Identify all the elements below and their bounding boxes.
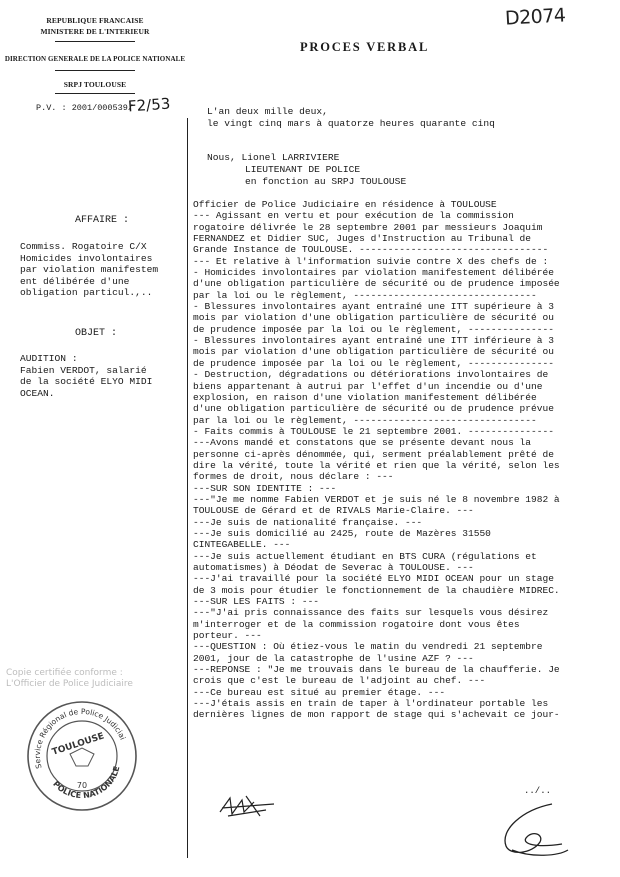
header-divider	[55, 70, 135, 71]
seal-bottom-text: POLICE NATIONALE	[51, 765, 122, 801]
statement-line: de 3 mois pour étudier le fonctionnement de la chaudière MIDREC.	[193, 584, 560, 596]
statement-line: ---J'ai travaillé pour la société ELYO MIDI OCEAN pour un stage	[193, 573, 554, 585]
statement-line: ---Avons mandé et constatons que se présente devant nous la	[193, 437, 532, 449]
unit-label: SRPJ TOULOUSE	[63, 80, 127, 89]
statement-line: personne ci-après dénommée, qui, serment préalablement prêté de	[193, 448, 554, 460]
objet-line: Fabien VERDOT, salarié	[20, 364, 147, 376]
statement-line: - Faits commis à TOULOUSE le 21 septembre 2001. ---------------	[193, 425, 554, 437]
statement-line: biens appartenant à autrui par l'effet d'un incendie ou d'une	[193, 380, 543, 392]
pv-handwritten-number: F2/53	[127, 94, 171, 116]
statement-line: TOULOUSE de Gérard et de RIVALS Marie-Claire. ---	[193, 505, 474, 517]
affaire-line: obligation particul.,..	[20, 287, 153, 298]
objet-line: de la société ELYO MIDI	[20, 376, 153, 387]
column-divider	[187, 118, 188, 858]
statement-line: Officier de Police Judiciaire en résidence à TOULOUSE	[193, 199, 497, 210]
statement-line: ---"Je me nomme Fabien VERDOT et je suis né le 8 novembre 1982 à	[193, 493, 560, 505]
statement-line: crois que c'est le bureau de l'adjoint au chef. ---	[193, 675, 486, 687]
statement-line: - Destruction, dégradations ou détériorations involontaires de	[193, 369, 549, 381]
affaire-text	[20, 241, 182, 299]
police-seal-stamp	[22, 696, 142, 816]
page-title: PROCES VERBAL	[300, 40, 430, 54]
certification-line: L'Officier de Police Judiciaire	[6, 679, 133, 689]
statement-line: Grande Instance de TOULOUSE. ---------------------------------	[193, 244, 549, 256]
statement-line: m'interroger et de la commission rogatoire dont vous êtes	[193, 618, 520, 630]
officer-block	[207, 152, 406, 188]
direction-label: DIRECTION GENERALE DE LA POLICE NATIONALE	[4, 55, 186, 63]
statement-line: - Homicides involontaires par violation manifestement délibérée	[193, 267, 554, 279]
statement-line: formes de droit, nous déclare : ---	[193, 471, 394, 483]
objet-label: OBJET :	[75, 328, 118, 339]
opening-date	[207, 106, 495, 130]
republic-label: REPUBLIQUE FRANCAISE	[46, 16, 144, 25]
objet-text	[20, 353, 182, 399]
pv-reference: P.V. : 2001/000539/	[36, 103, 133, 113]
objet-line: OCEAN.	[20, 387, 55, 399]
statement-line: d'une obligation particulière de sécurité ou de prudence imposée	[193, 278, 560, 290]
affaire-line: ent délibérée d'une	[20, 275, 130, 287]
statement-line: ---Je suis de nationalité française. ---	[193, 516, 423, 528]
opening-line: L'an deux mille deux,	[207, 106, 328, 117]
statement-line: porteur. ---	[193, 630, 262, 642]
statement-line: mois par violation d'une obligation particulière de sécurité ou	[193, 312, 554, 324]
header-divider	[55, 93, 135, 94]
statement-line: ---SUR SON IDENTITE : ---	[193, 482, 337, 494]
statement-line: automatismes) à Déodat de Severac à TOULOUSE. ---	[193, 562, 474, 573]
statement-line: de prudence imposée par la loi ou le règlement, ---------------	[193, 323, 554, 335]
deponent-signature	[216, 790, 278, 822]
seal-city: TOULOUSE	[51, 731, 106, 758]
affaire-label: AFFAIRE :	[75, 215, 130, 226]
statement-line: FERNANDEZ et Didier SUC, Juges d'Instruction au Tribunal de	[193, 233, 532, 245]
statement-line: dernières lignes de mon rapport de stage qui s'achevait ce jour-	[193, 709, 560, 721]
statement-line: mois par violation d'une obligation particulière de sécurité ou	[193, 346, 554, 358]
statement-line: de prudence imposée par la loi ou le règlement, ---------------	[193, 357, 554, 369]
statement-line: CINTEGABELLE. ---	[193, 539, 291, 551]
seal-top-text: Service Régional de Police Judiciaire	[32, 706, 128, 770]
officer-signature	[492, 800, 572, 860]
statement-line: --- Agissant en vertu et pour exécution de la commission	[193, 210, 514, 222]
statement-line: ---SUR LES FAITS : ---	[193, 596, 320, 608]
statement-line: 2001, jour de la catastrophe de l'usine AZF ? ---	[193, 652, 474, 664]
officer-unit: en fonction au SRPJ TOULOUSE	[245, 176, 407, 187]
objet-line: AUDITION :	[20, 353, 78, 364]
officer-rank: LIEUTENANT DE POLICE	[245, 164, 361, 175]
affaire-line: par violation manifestem	[20, 264, 159, 275]
certification-stamp	[6, 668, 133, 690]
document-id-handwritten: D2074	[504, 4, 567, 30]
statement-line: ---Je suis domicilié au 2425, route de Mazères 31550	[193, 527, 491, 539]
statement-line: par la loi ou le règlement, --------------------------------	[193, 414, 537, 426]
seal-dept: 70	[76, 781, 88, 790]
header-divider	[55, 41, 135, 42]
ministry-label: MINISTERE DE L'INTERIEUR	[40, 27, 150, 36]
statement-line: - Blessures involontaires ayant entraîné une ITT inférieure à 3	[193, 335, 554, 347]
statement-line: d'une obligation particulière de sécurité ou de prudence prévue	[193, 403, 554, 415]
statement-line: dire la vérité, toute la vérité et rien que la vérité, selon les	[193, 459, 560, 471]
statement-line: ---REPONSE : "Je me trouvais dans le bureau de la chaufferie. Je	[193, 664, 560, 676]
statement-line: --- Et relative à l'information suivie contre X des chefs de :	[193, 255, 549, 267]
continuation-mark: ../..	[524, 786, 552, 796]
statement-line: explosion, en raison d'une violation manifestement délibérée	[193, 391, 537, 403]
statement-body	[193, 199, 605, 721]
affaire-line: Commiss. Rogatoire C/X	[20, 241, 147, 252]
statement-line: par la loi ou le règlement, --------------------------------	[193, 289, 537, 301]
statement-line: ---Ce bureau est situé au premier étage. ---	[193, 686, 446, 698]
statement-line: ---J'étais assis en train de taper à l'ordinateur portable les	[193, 698, 549, 710]
affaire-line: Homicides involontaires	[20, 252, 153, 264]
statement-line: - Blessures involontaires ayant entraîné une ITT supérieure à 3	[193, 301, 554, 313]
statement-line: rogatoire délivrée le 28 septembre 2001 par messieurs Joaquim	[193, 221, 543, 233]
statement-line: ---"J'ai pris connaissance des faits sur lesquels vous désirez	[193, 607, 549, 619]
statement-line: ---QUESTION : Où étiez-vous le matin du vendredi 21 septembre	[193, 641, 543, 653]
certification-line: Copie certifiée conforme :	[6, 668, 123, 678]
opening-line: le vingt cinq mars à quatorze heures quarante cinq	[207, 118, 495, 129]
statement-line: ---Je suis actuellement étudiant en BTS CURA (régulations et	[193, 550, 537, 562]
officer-name: Nous, Lionel LARRIVIERE	[207, 152, 340, 163]
